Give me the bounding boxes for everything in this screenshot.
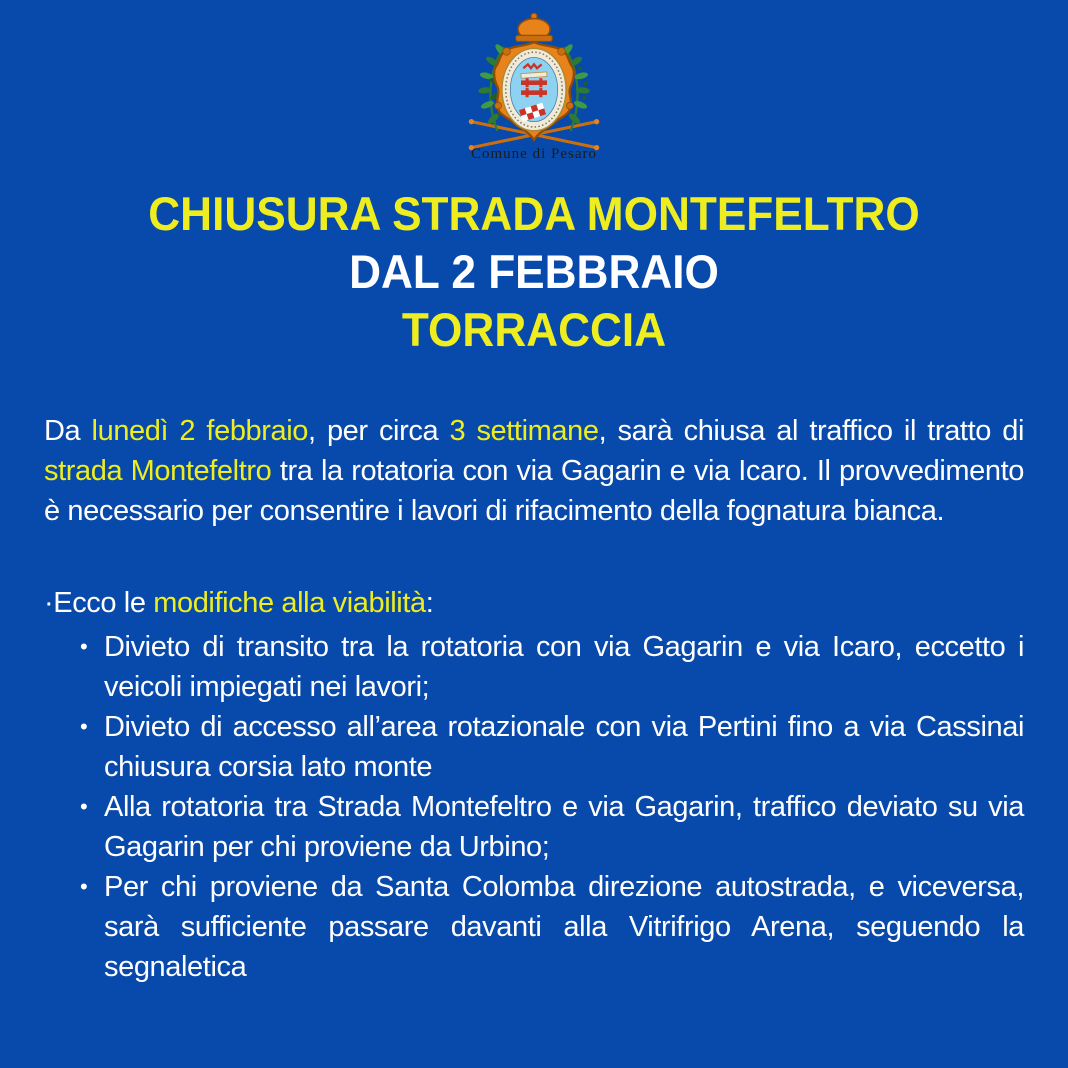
list-item xyxy=(44,707,1024,787)
list-item xyxy=(44,867,1024,987)
title-line-3: TORRACCIA xyxy=(401,303,667,356)
title-line-1: CHIUSURA STRADA MONTEFELTRO xyxy=(148,187,920,240)
bullet-icon: • xyxy=(80,714,88,739)
bullet-icon: • xyxy=(80,874,88,899)
viability-bullet-list xyxy=(44,627,1024,987)
crest-caption: Comune di Pesaro xyxy=(471,146,597,162)
crest-block xyxy=(0,0,1068,163)
viability-heading: ·Ecco le modifiche alla viabilità: xyxy=(44,587,434,619)
bullet-icon: • xyxy=(80,634,88,659)
list-item xyxy=(44,627,1024,707)
bullet-icon: • xyxy=(80,794,88,819)
list-item-text: Divieto di accesso all’area rotazionale con via Pertini fino a via Cassinai chiusura corsia lato monte xyxy=(104,711,1024,783)
intro-paragraph: Da lunedì 2 febbraio, per circa 3 settimane, sarà chiusa al traffico il tratto di strada Montefeltro tra la rotatoria con via Gagarin e via Icaro. Il provvedimento è necessario per consentire i lavori di rifacimento della fognatura bianca. xyxy=(44,415,1025,527)
list-item-text: Alla rotatoria tra Strada Montefeltro e via Gagarin, traffico deviato su via Gagarin per chi proviene da Urbino; xyxy=(104,791,1024,863)
body-content xyxy=(44,411,1024,987)
list-item-text: Divieto di transito tra la rotatoria con via Gagarin e via Icaro, eccetto i veicoli impiegati nei lavori; xyxy=(104,631,1024,703)
list-item-text: Per chi proviene da Santa Colomba direzione autostrada, e viceversa, sarà sufficiente passare davanti alla Vitrifrigo Arena, seguendo la segnaletica xyxy=(104,871,1024,983)
comune-crest-icon xyxy=(450,10,618,160)
crest-crown xyxy=(516,13,553,41)
title-line-2: DAL 2 FEBBRAIO xyxy=(349,245,719,298)
title-block xyxy=(0,185,1068,359)
list-item xyxy=(44,787,1024,867)
